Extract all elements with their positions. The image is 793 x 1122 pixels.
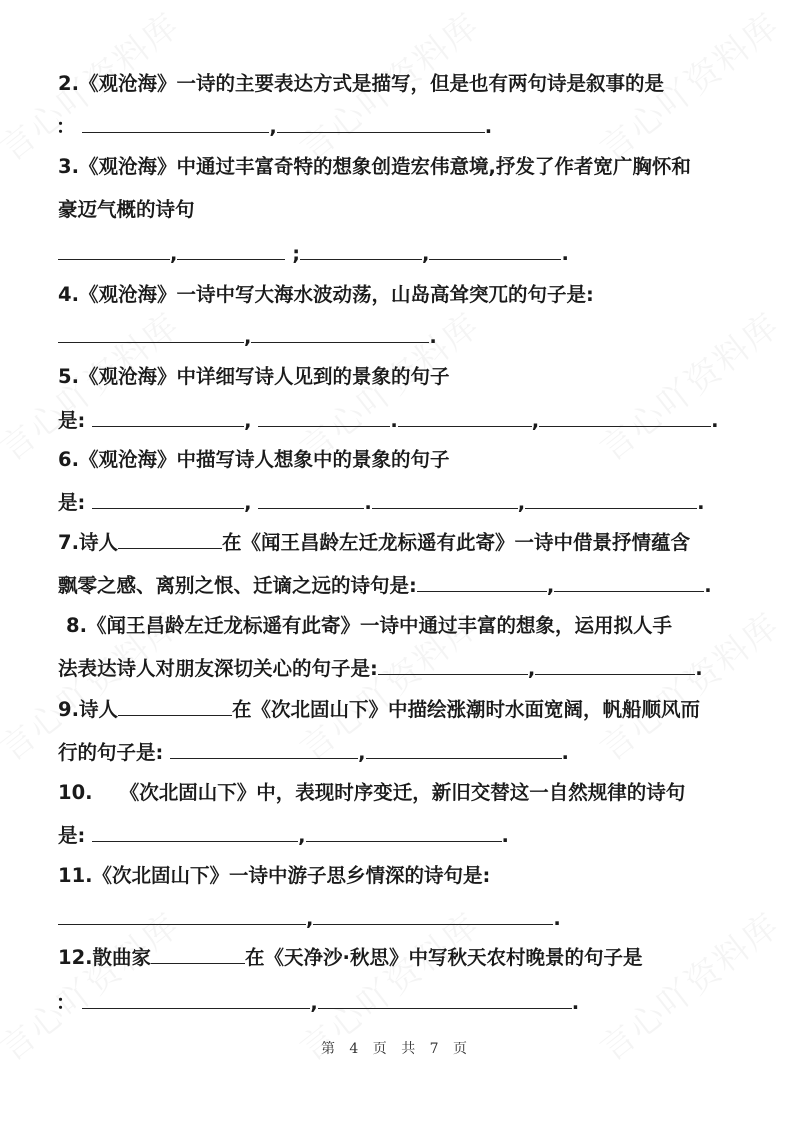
question-5-text: 5.《观沧海》中详细写诗人见到的景象的句子 [58, 365, 450, 388]
question-8-text: 8.《闻王昌龄左迁龙标遥有此寄》一诗中通过丰富的想象，运用拟人手 [66, 614, 672, 637]
answer-blank[interactable] [417, 573, 547, 592]
question-7-answer: 飘零之感、离别之恨、迁谪之远的诗句是: , . [58, 574, 712, 597]
answer-blank[interactable] [429, 241, 561, 260]
question-12-answer: ： , . [56, 991, 580, 1014]
question-8-answer: 法表达诗人对朋友深切关心的句子是: , . [58, 657, 703, 680]
answer-blank[interactable] [82, 114, 269, 133]
answer-blank[interactable] [313, 906, 553, 925]
answer-blank[interactable] [58, 324, 244, 343]
answer-blank[interactable] [92, 490, 244, 509]
poet-blank[interactable] [118, 697, 232, 716]
watermark [588, 299, 788, 471]
answer-blank[interactable] [258, 490, 364, 509]
question-5-answer: 是: , . , . [58, 409, 719, 432]
question-12-text: 12.散曲家 在《天净沙·秋思》中写秋天农村晚景的句子是 [58, 946, 643, 969]
question-3-answer: , ; , . [58, 240, 569, 268]
answer-blank[interactable] [378, 656, 528, 675]
question-6-text: 6.《观沧海》中描写诗人想象中的景象的句子 [58, 448, 450, 471]
answer-blank[interactable] [306, 823, 502, 842]
answer-blank[interactable] [92, 823, 298, 842]
answer-blank[interactable] [277, 114, 485, 133]
question-10-answer: 是: , . [58, 824, 509, 847]
answer-blank[interactable] [258, 408, 390, 427]
poet-blank[interactable] [118, 530, 222, 549]
question-11-answer: , . [58, 905, 561, 933]
question-2-text: 2.《观沧海》一诗的主要表达方式是描写，但是也有两句诗是叙事的是 [58, 72, 664, 95]
answer-blank[interactable] [58, 906, 306, 925]
answer-blank[interactable] [539, 408, 711, 427]
answer-blank[interactable] [82, 990, 310, 1009]
answer-blank[interactable] [366, 740, 562, 759]
answer-blank[interactable] [92, 408, 244, 427]
question-2-answer: ： , . [56, 115, 493, 138]
question-6-answer: 是: , . , . [58, 491, 705, 514]
question-4-answer: , . [58, 323, 437, 351]
answer-blank[interactable] [300, 241, 422, 260]
answer-blank[interactable] [170, 740, 358, 759]
answer-blank[interactable] [177, 241, 285, 260]
answer-blank[interactable] [318, 990, 572, 1009]
answer-blank[interactable] [372, 490, 518, 509]
page-number: 第 4 页 共 7 页 [320, 1041, 473, 1057]
question-7-text: 7.诗人 在《闻王昌龄左迁龙标遥有此寄》一诗中借景抒情蕴含 [58, 531, 690, 554]
question-10-text: 10. 《次北固山下》中，表现时序变迁，新旧交替这一自然规律的诗句 [58, 781, 686, 804]
question-3-text: 3.《观沧海》中通过丰富奇特的想象创造宏伟意境,抒发了作者宽广胸怀和 [58, 155, 691, 178]
question-9-answer: 行的句子是: , . [58, 741, 569, 764]
answer-blank[interactable] [535, 656, 695, 675]
question-9-text: 9.诗人 在《次北固山下》中描绘涨潮时水面宽阔，帆船顺风而 [58, 698, 700, 721]
question-3-text-2: 豪迈气概的诗句 [58, 198, 195, 221]
answer-blank[interactable] [251, 324, 429, 343]
answer-blank[interactable] [554, 573, 704, 592]
answer-blank[interactable] [525, 490, 697, 509]
question-4-text: 4.《观沧海》一诗中写大海水波动荡，山岛高耸突兀的句子是: [58, 283, 594, 306]
question-11-text: 11.《次北固山下》一诗中游子思乡情深的诗句是: [58, 864, 491, 887]
answer-blank[interactable] [58, 241, 170, 260]
author-blank[interactable] [151, 945, 245, 964]
answer-blank[interactable] [398, 408, 532, 427]
